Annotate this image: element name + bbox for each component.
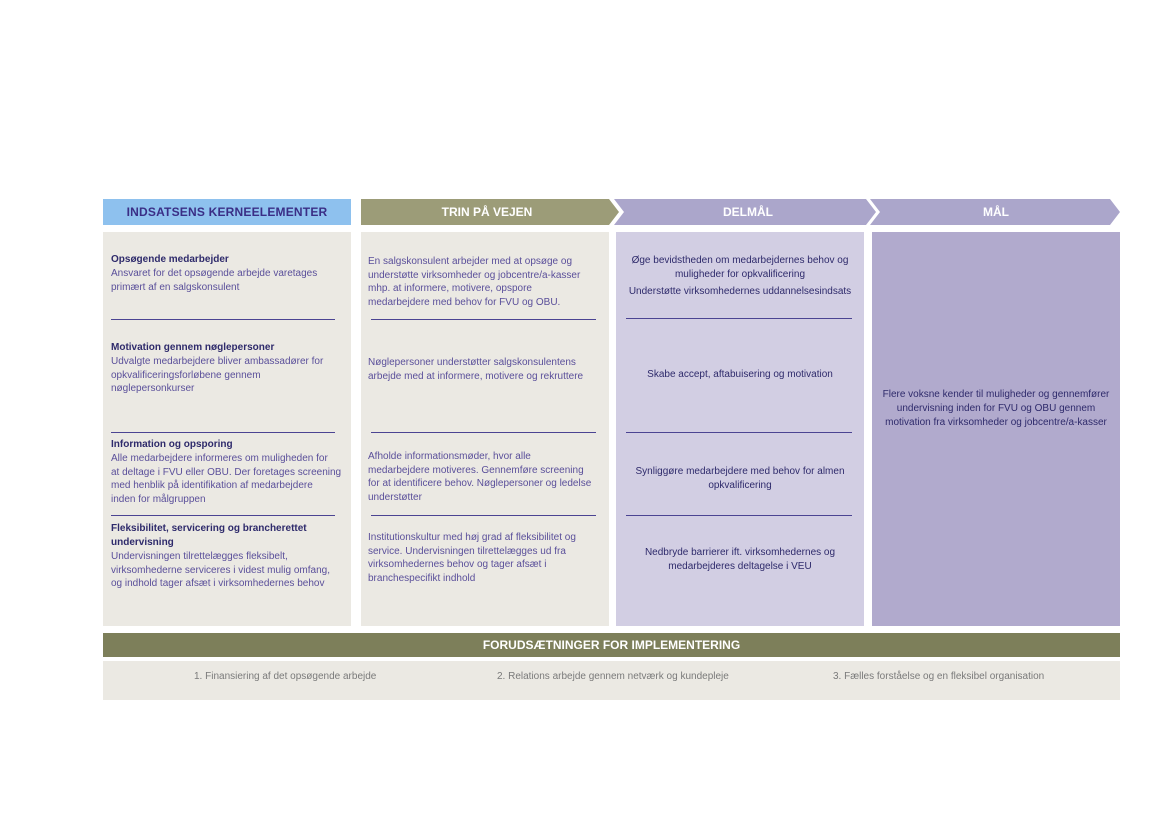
core-element-text-line: Alle medarbejdere informeres om muligheden for (111, 453, 328, 464)
step-text-line: virksomhedernes behov og tager afsæt i (368, 559, 547, 570)
core-element-text-line: at deltage i FVU eller OBU. Der foretages screening (111, 466, 342, 478)
divider (111, 432, 335, 433)
core-element-text-line: primært af en salgskonsulent (111, 281, 240, 293)
goal (875, 388, 1117, 430)
core-element-3 (111, 438, 349, 506)
header-goal (878, 199, 1114, 225)
footer-item-1: 1. Finansiering af det opsøgende arbejde (194, 671, 377, 682)
subgoal-text-line: Synliggøre medarbejdere med behov for almen (635, 466, 845, 477)
core-element-text-line: Udvalgte medarbejdere bliver ambassadører for (111, 356, 324, 367)
subgoal-1 (619, 254, 861, 299)
subgoal-3 (619, 465, 861, 493)
step-text-line: understøtte virksomheder og jobcentre/a-kasser (368, 269, 581, 281)
core-element-text-line: Ansvaret for det opsøgende arbejde varetages (111, 268, 318, 279)
step-text-line: medarbejdere med behov for FVU og OBU. (368, 296, 561, 308)
step-text-line: Nøglepersoner understøtter salgskonsulentens (368, 357, 576, 368)
step-text-line: medarbejdere motiveres. Gennemføre screening (368, 464, 584, 476)
header-subgoals-label: DELMÅL (723, 205, 773, 219)
step-text-line: service. Undervisningen tilrettelægges ud fra (368, 545, 566, 557)
divider (371, 515, 596, 516)
header-core-elements (103, 199, 351, 225)
subgoal-text-line: Understøtte virksomhedernes uddannelsesindsats (628, 286, 852, 297)
core-element-4 (111, 522, 349, 591)
divider (626, 432, 852, 433)
divider (371, 432, 596, 433)
divider (111, 319, 335, 320)
step-3 (368, 450, 606, 504)
subgoal-text-line: Skabe accept, aftabuisering og motivation (647, 369, 833, 380)
core-element-title: Fleksibilitet, servicering og brancherettet (111, 523, 307, 534)
subgoal-text-line: opkvalificering (708, 480, 772, 491)
header-goal-label: MÅL (983, 205, 1009, 219)
core-element-1 (111, 253, 346, 294)
step-4 (368, 531, 606, 585)
core-element-title: Opsøgende medarbejder (111, 254, 229, 265)
divider (626, 318, 852, 319)
goal-text-line: motivation fra virksomheder og jobcentre/a-kasser (885, 417, 1107, 428)
subgoal-2 (619, 368, 861, 382)
core-element-title: Information og opsporing (111, 439, 233, 450)
core-element-title: Motivation gennem nøglepersoner (111, 342, 275, 353)
header-subgoals (622, 199, 874, 225)
subgoal-4 (619, 546, 861, 574)
subgoal-text-line: Nedbryde barrierer ift. virksomhedernes og (644, 547, 836, 558)
divider (371, 319, 596, 320)
header-core-elements-label: INDSATSENS KERNEELEMENTER (126, 205, 328, 219)
core-element-text-line: inden for målgruppen (111, 493, 206, 505)
footer-title: FORUDSÆTNINGER FOR IMPLEMENTERING (482, 638, 741, 652)
core-element-text-line: virksomhederne serviceres i videst mulig omfang, (111, 564, 330, 576)
step-text-line: mhp. at informere, motivere, opspore (368, 283, 532, 294)
core-element-2 (111, 341, 346, 396)
subgoal-text-line: medarbejderes deltagelse i VEU (668, 561, 812, 572)
step-text-line: Institutionskultur med høj grad af fleksibilitet og (368, 532, 576, 543)
step-2 (368, 356, 606, 383)
step-1 (368, 255, 606, 309)
subgoal-text-line: muligheder for opkvalificering (674, 269, 806, 280)
header-steps (361, 199, 613, 225)
footer-item-3: 3. Fælles forståelse og en fleksibel organisation (833, 671, 1045, 682)
footer-header (103, 633, 1120, 657)
subgoal-text-line: Øge bevidstheden om medarbejdernes behov og (631, 255, 849, 266)
step-text-line: for at identificere behov. Nøglepersoner og ledelse (368, 478, 592, 489)
goal-text-line: undervisning inden for FVU og OBU gennem (896, 403, 1096, 414)
step-text-line: arbejde med at informere, motivere og rekruttere (368, 370, 584, 382)
goal-text-line: Flere voksne kender til muligheder og gennemfører (882, 389, 1110, 400)
step-text-line: branchespecifikt indhold (368, 572, 476, 584)
step-text-line: understøtter (368, 491, 422, 503)
divider (626, 515, 852, 516)
core-element-text-line: Undervisningen tilrettelægges fleksibelt, (111, 551, 288, 562)
core-element-text-line: med henblik på identifikation af medarbejdere (111, 480, 313, 491)
step-text-line: En salgskonsulent arbejder med at opsøge og (368, 256, 573, 267)
step-text-line: Afholde informationsmøder, hvor alle (368, 451, 531, 462)
core-element-text-line: opkvalificeringsforløbene gennem (111, 369, 261, 381)
core-element-text-line: og indhold tager afsæt i virksomhedernes behov (111, 578, 325, 589)
core-element-title: undervisning (111, 537, 174, 548)
core-element-text-line: nøglepersonkurser (111, 383, 195, 394)
divider (111, 515, 335, 516)
header-steps-label: TRIN PÅ VEJEN (441, 205, 533, 219)
footer-item-2: 2. Relations arbejde gennem netværk og kundepleje (497, 671, 729, 682)
